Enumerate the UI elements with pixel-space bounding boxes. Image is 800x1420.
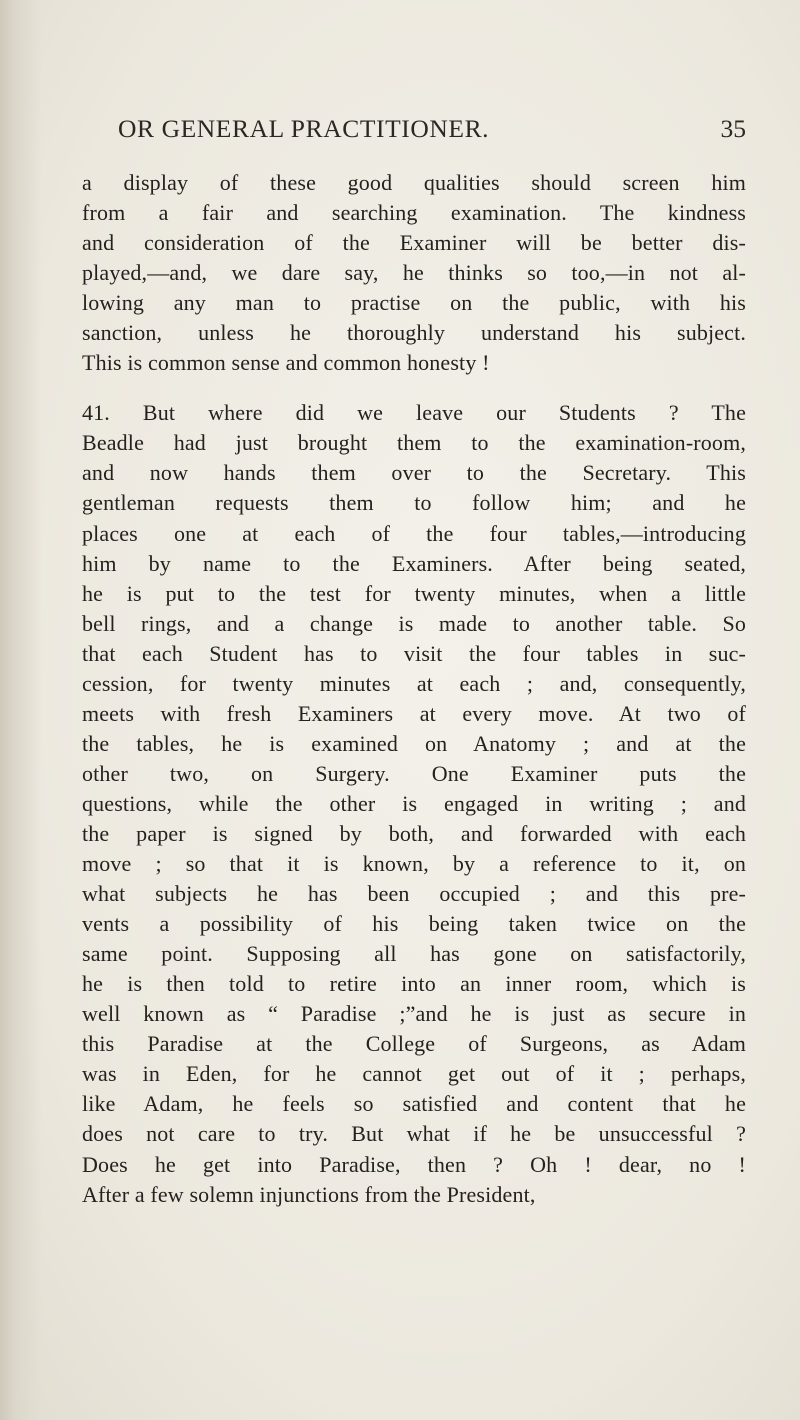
text-line: and consideration of the Examiner will be better dis- [82,230,746,256]
running-head: OR GENERAL PRACTITIONER. [118,114,490,143]
text-line: move ; so that it is known, by a reference to it, on [82,851,746,877]
text-line: lowing any man to practise on the public, with his [82,290,746,316]
text-line: bell rings, and a change is made to another table. So [82,610,746,636]
text-line: gentleman requests them to follow him; and he [82,490,746,516]
text-line: This is common sense and common honesty ! [82,350,490,376]
text-line: played,—and, we dare say, he thinks so too,—in not al- [82,260,746,286]
text-line: Beadle had just brought them to the examination-room, [82,430,746,456]
text-line: him by name to the Examiners. After being seated, [82,550,746,576]
page-number: 35 [720,114,746,143]
paragraph-gap [82,378,746,398]
text-line: a display of these good qualities should screen him [82,170,746,195]
text-line: well known as “ Paradise ;”and he is just as secure in [82,1001,746,1027]
text-line: Does he get into Paradise, then ? Oh ! dear, no ! [82,1151,746,1177]
text-line: other two, on Surgery. One Examiner puts the [82,760,746,786]
text-line: and now hands them over to the Secretary. This [82,460,746,486]
text-line: meets with fresh Examiners at every move. At two of [82,700,746,726]
text-line: the paper is signed by both, and forwarded with each [82,820,746,846]
text-line: from a fair and searching examination. The kindness [82,200,746,226]
text-line: After a few solemn injunctions from the President, [82,1181,536,1207]
text-line: questions, while the other is engaged in writing ; and [82,790,746,816]
text-line: the tables, he is examined on Anatomy ; and at the [82,730,746,756]
gutter-shadow [0,0,42,1420]
text-line: that each Student has to visit the four tables in suc- [82,640,746,666]
text-line: does not care to try. But what if he be unsuccessful ? [82,1121,746,1147]
text-line: 41. But where did we leave our Students ? The [82,400,746,426]
text-line: same point. Supposing all has gone on satisfactorily, [82,941,746,967]
text-line: like Adam, he feels so satisfied and content that he [82,1091,746,1117]
text-line: vents a possibility of his being taken twice on the [82,911,746,937]
text-line: sanction, unless he thoroughly understand his subject. [82,320,746,346]
text-line: places one at each of the four tables,—introducing [82,520,746,546]
text-line: he is then told to retire into an inner room, which is [82,971,746,997]
text-line: was in Eden, for he cannot get out of it ; perhaps, [82,1061,746,1087]
page-header [118,114,746,150]
body-text [82,168,746,1210]
text-line: he is put to the test for twenty minutes, when a little [82,580,746,606]
text-line: what subjects he has been occupied ; and this pre- [82,881,746,907]
text-line: this Paradise at the College of Surgeons, as Adam [82,1031,746,1057]
text-line: cession, for twenty minutes at each ; and, consequently, [82,670,746,696]
